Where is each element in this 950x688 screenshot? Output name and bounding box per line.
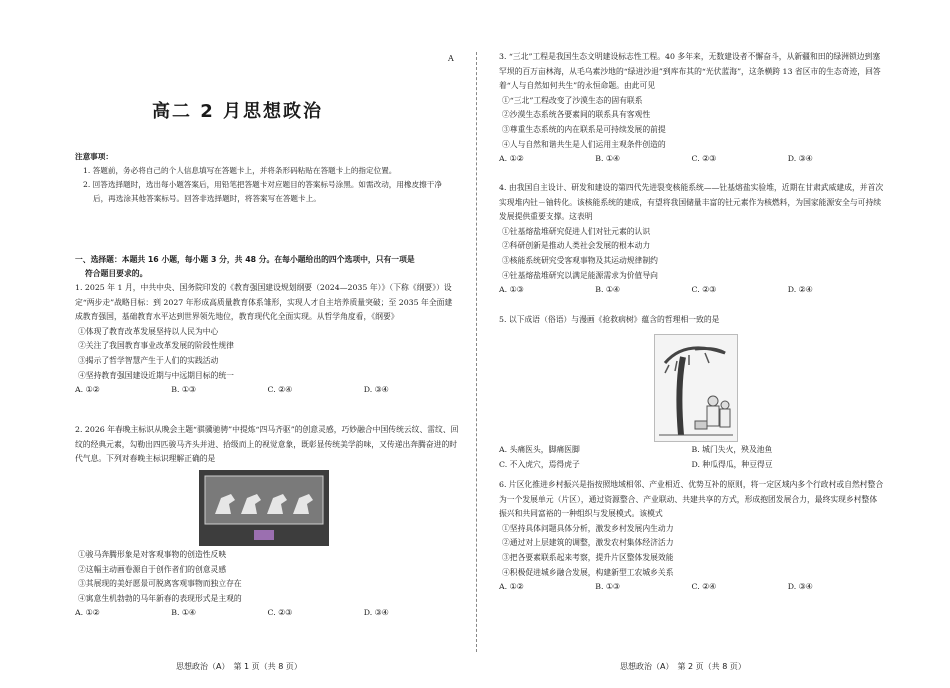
section-heading-line: 一、选择题：本题共 16 小题，每小题 3 分，共 48 分。在每小题给出的四个选项中，只有一项是 — [75, 255, 415, 264]
option: ②科研创新是推动人类社会发展的根本动力 — [502, 241, 651, 251]
choice: C. ②④ — [691, 582, 717, 592]
option: ①钍基熔盐堆研究促进人们对钍元素的认识 — [502, 226, 651, 236]
choice: C. ②③ — [691, 285, 717, 295]
choice: D. 种瓜得瓜，种豆得豆 — [691, 459, 773, 469]
note-item: 1. 答题前，务必将自己的个人信息填写在答题卡上，并将条形码粘贴在答题卡上的指定位置。 — [83, 166, 397, 175]
choice: B. ①④ — [171, 608, 196, 618]
question-3 — [499, 50, 884, 167]
choice: A. ①② — [499, 154, 524, 164]
option: ③核能系统研究受客观事物及其运动规律制约 — [502, 255, 658, 265]
option: ④坚持教育强国建设近期与中远期目标的统一 — [78, 370, 234, 380]
choice: C. ②③ — [267, 608, 293, 618]
answer-choices — [499, 443, 884, 458]
answer-choices — [75, 383, 460, 398]
question-6 — [499, 478, 884, 595]
section-heading — [75, 253, 460, 281]
note-item: 2. 回答选择题时，选出每小题答案后，用铅笔把答题卡对应题目的答案标号涂黑。如需改动，用橡皮擦干净后，再选涂其他答案标号。回答非选择题时，将答案写在答题卡上。 — [83, 180, 442, 203]
answer-choices — [499, 580, 884, 595]
option: ③揭示了哲学智慧产生于人们的实践活动 — [78, 355, 219, 365]
question-2 — [75, 423, 460, 467]
choice: B. 城门失火，殃及池鱼 — [691, 445, 773, 454]
choice: A. ①② — [75, 608, 100, 618]
option: ①坚持具体问题具体分析，激发乡村发展内生动力 — [502, 523, 674, 533]
question-2-options — [75, 548, 460, 621]
option: ④钍基熔盐堆研究以满足能源需求为价值导向 — [502, 270, 658, 280]
question-4 — [499, 181, 884, 298]
choice: C. ②③ — [691, 154, 717, 164]
choice: D. ③④ — [363, 385, 389, 395]
option: ④寓意生机勃勃的马年新春的表现形式是主观的 — [78, 593, 242, 603]
spring-gala-logo-image — [199, 470, 329, 546]
tree-cartoon-icon — [655, 335, 737, 441]
choice: A. 头痛医头，脚痛医脚 — [499, 445, 580, 454]
option: ①“三北”工程改变了沙漠生态的固有联系 — [502, 95, 643, 105]
choice: B. ①③ — [171, 385, 196, 395]
page-footer: 思想政治（A） 第 2 页（共 8 页） — [620, 662, 746, 671]
option: ③把各要素联系起来考察，提升片区整体发展效能 — [502, 552, 674, 562]
section-heading-cont: 符合题目要求的。 — [85, 269, 148, 278]
option: ③其展现的美好愿景可脱离客观事物而独立存在 — [78, 579, 242, 589]
question-stem: 5. 以下成语（俗语）与漫画《抢救病树》蕴含的哲理相一致的是 — [499, 315, 720, 324]
option: ②这幅主动画卷源自于创作者们的创意灵感 — [78, 564, 227, 574]
option: ①骏马奔腾形象是对客观事物的创造性反映 — [78, 550, 227, 559]
choice: D. ③④ — [363, 608, 389, 618]
choice: D. ③④ — [787, 154, 813, 164]
paper-marker: A — [448, 54, 454, 63]
page-title: 高二 2 月思想政治 — [151, 101, 324, 122]
answer-choices — [75, 606, 460, 621]
option: ①体现了教育改革发展坚持以人民为中心 — [78, 326, 219, 336]
question-5 — [499, 313, 884, 328]
question-1 — [75, 281, 460, 398]
notes — [75, 150, 455, 206]
answer-choices — [499, 458, 884, 473]
question-stem: 1. 2025 年 1 月，中共中央、国务院印发的《教育强国建设规划纲要（2024—2035 年）》（下称《纲要》）设定“两步走”战略目标：到 2027 年形成高质量教育体系雏形，实现人才自主培养质量突破；至 2035 年全面建成教育强国，基础教育水平达到世界领先地位，教育现代化全面实现。从哲学角度看，《纲要》 — [75, 283, 453, 322]
option: ②关注了我国教育事业改革发展的阶段性规律 — [78, 341, 234, 351]
horse-illustration-icon — [199, 470, 329, 546]
question-5-choices — [499, 443, 884, 472]
choice: D. ③④ — [787, 582, 813, 592]
choice: A. ①③ — [499, 285, 524, 295]
option: ③尊重生态系统的内在联系是可持续发展的前提 — [502, 124, 666, 134]
choice: A. ①② — [75, 385, 100, 395]
choice: D. ②④ — [787, 285, 813, 295]
choice: B. ①④ — [595, 154, 620, 164]
choice: A. ①② — [499, 582, 524, 592]
question-stem: 2. 2026 年春晚主标识从晚会主题“骐骥驰骋”中提炼“四马齐驱”的创意灵感，巧妙融合中国传统云纹、雷纹、回纹的经典元素，勾勒出四匹骏马齐头并进、拾级而上的视觉意象，既彰显传统美学韵味，又传递出奔腾奋进的时代气息。下列对春晚主标识理解正确的是 — [75, 425, 459, 464]
choice: C. 不入虎穴，焉得虎子 — [499, 459, 580, 469]
choice: C. ②④ — [267, 385, 293, 395]
notes-heading: 注意事项： — [75, 152, 113, 161]
question-stem: 3. “三北”工程是我国生态文明建设标志性工程。40 多年来，无数建设者不懈奋斗，从新疆和田的绿洲锁边到塞罕坝的百万亩林海，从毛乌素沙地的“绿进沙退”到库布其的“光伏蓝海”，这条横跨 13 省区市的生态奇迹，回答着“人与自然如何共生”的永恒命题。由此可见 — [499, 52, 881, 91]
option: ④人与自然和谐共生是人们运用主观条件创造的 — [502, 139, 666, 149]
question-stem: 6. 片区化推进乡村振兴是指按照地域相邻、产业相近、优势互补的原则，将一定区域内多个行政村或自然村整合为一个发展单元（片区），通过资源整合、产业联动、共建共享的方式，形成抱团发展合力，最终实现乡村整体振兴和共同富裕的一种组织与发展模式。该模式 — [499, 480, 884, 519]
answer-choices — [499, 152, 884, 167]
question-stem: 4. 由我国自主设计、研发和建设的第四代先进裂变核能系统——钍基熔盐实验堆，近期在甘肃武威建成，并首次实现堆内钍－铀转化。该核能系统的建成，有望将我国储量丰富的钍元素作为核燃料，为国家能源安全与可持续发展提供重要支撑。这表明 — [499, 183, 884, 222]
option: ④积极促进城乡融合发展，构建新型工农城乡关系 — [502, 567, 674, 577]
choice: B. ①④ — [595, 285, 620, 295]
page-footer: 思想政治（A） 第 1 页（共 8 页） — [176, 662, 302, 671]
option: ②沙漠生态系统各要素间的联系具有客观性 — [502, 110, 651, 120]
option: ②通过对上层建筑的调整，激发农村集体经济活力 — [502, 538, 674, 548]
sick-tree-cartoon-image — [654, 334, 738, 442]
answer-choices — [499, 283, 884, 298]
choice: B. ①③ — [595, 582, 620, 592]
